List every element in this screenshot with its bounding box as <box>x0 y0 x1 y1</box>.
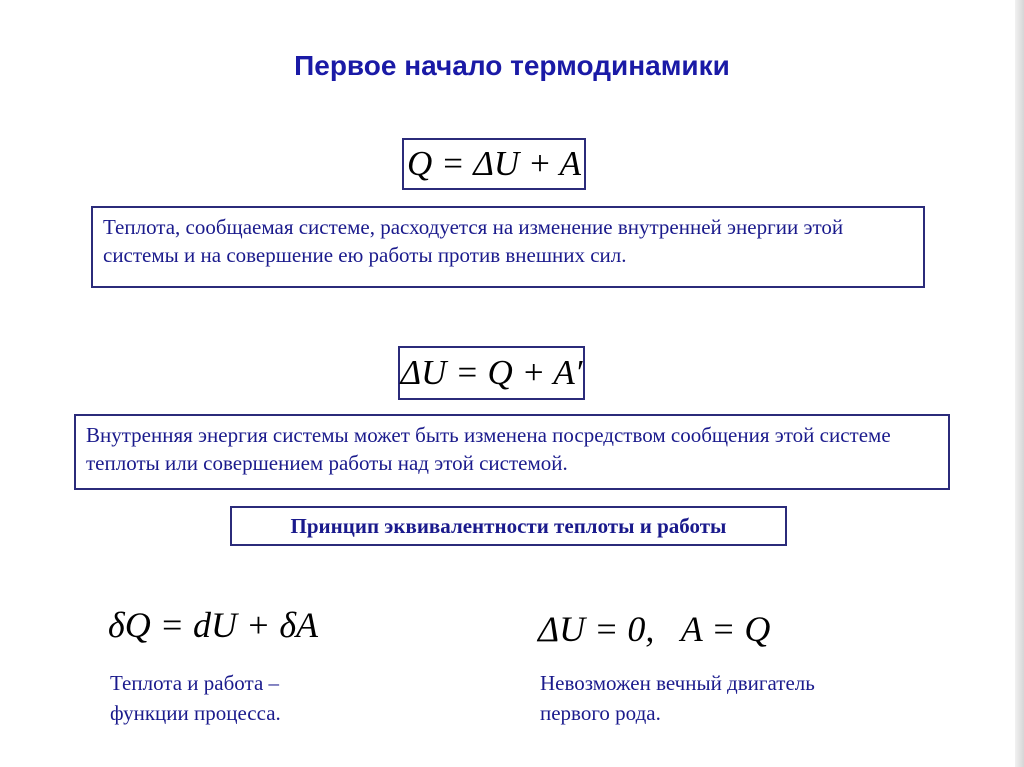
slide-edge <box>1015 0 1024 767</box>
cycle-formula <box>538 608 770 650</box>
formula-du-eq-q-plus-a-prime: ΔU = Q + A′ <box>400 353 583 392</box>
first-law-alt-formula-box <box>398 346 585 400</box>
formula-q-eq-du-plus-a: Q = ΔU + A <box>406 144 582 183</box>
internal-energy-statement: Внутренняя энергия системы может быть изменена посредством сообщения этой системе теплоты или совершением работы над этой системой. <box>86 423 891 475</box>
formula-dq-eq-du-plus-da: δQ = dU + δA <box>108 605 319 645</box>
equivalence-principle-box <box>230 506 787 546</box>
first-law-formula-box <box>402 138 586 190</box>
first-law-statement-box <box>91 206 925 288</box>
perpetual-motion-text: Невозможен вечный двигатель первого рода. <box>540 671 815 725</box>
formula-du-zero-a-eq-q: ΔU = 0, A = Q <box>538 609 771 649</box>
differential-formula <box>108 604 318 646</box>
process-functions-text: Теплота и работа – функции процесса. <box>110 671 281 725</box>
process-functions-note <box>110 668 360 728</box>
slide-title: Первое начало термодинамики <box>294 50 730 81</box>
equivalence-principle-label: Принцип эквивалентности теплоты и работы <box>290 513 727 538</box>
internal-energy-statement-box <box>74 414 950 490</box>
first-law-statement: Теплота, сообщаемая системе, расходуется на изменение внутренней энергии этой системы и на совершение ею работы против внешних сил. <box>103 215 844 267</box>
perpetual-motion-note <box>540 668 820 728</box>
